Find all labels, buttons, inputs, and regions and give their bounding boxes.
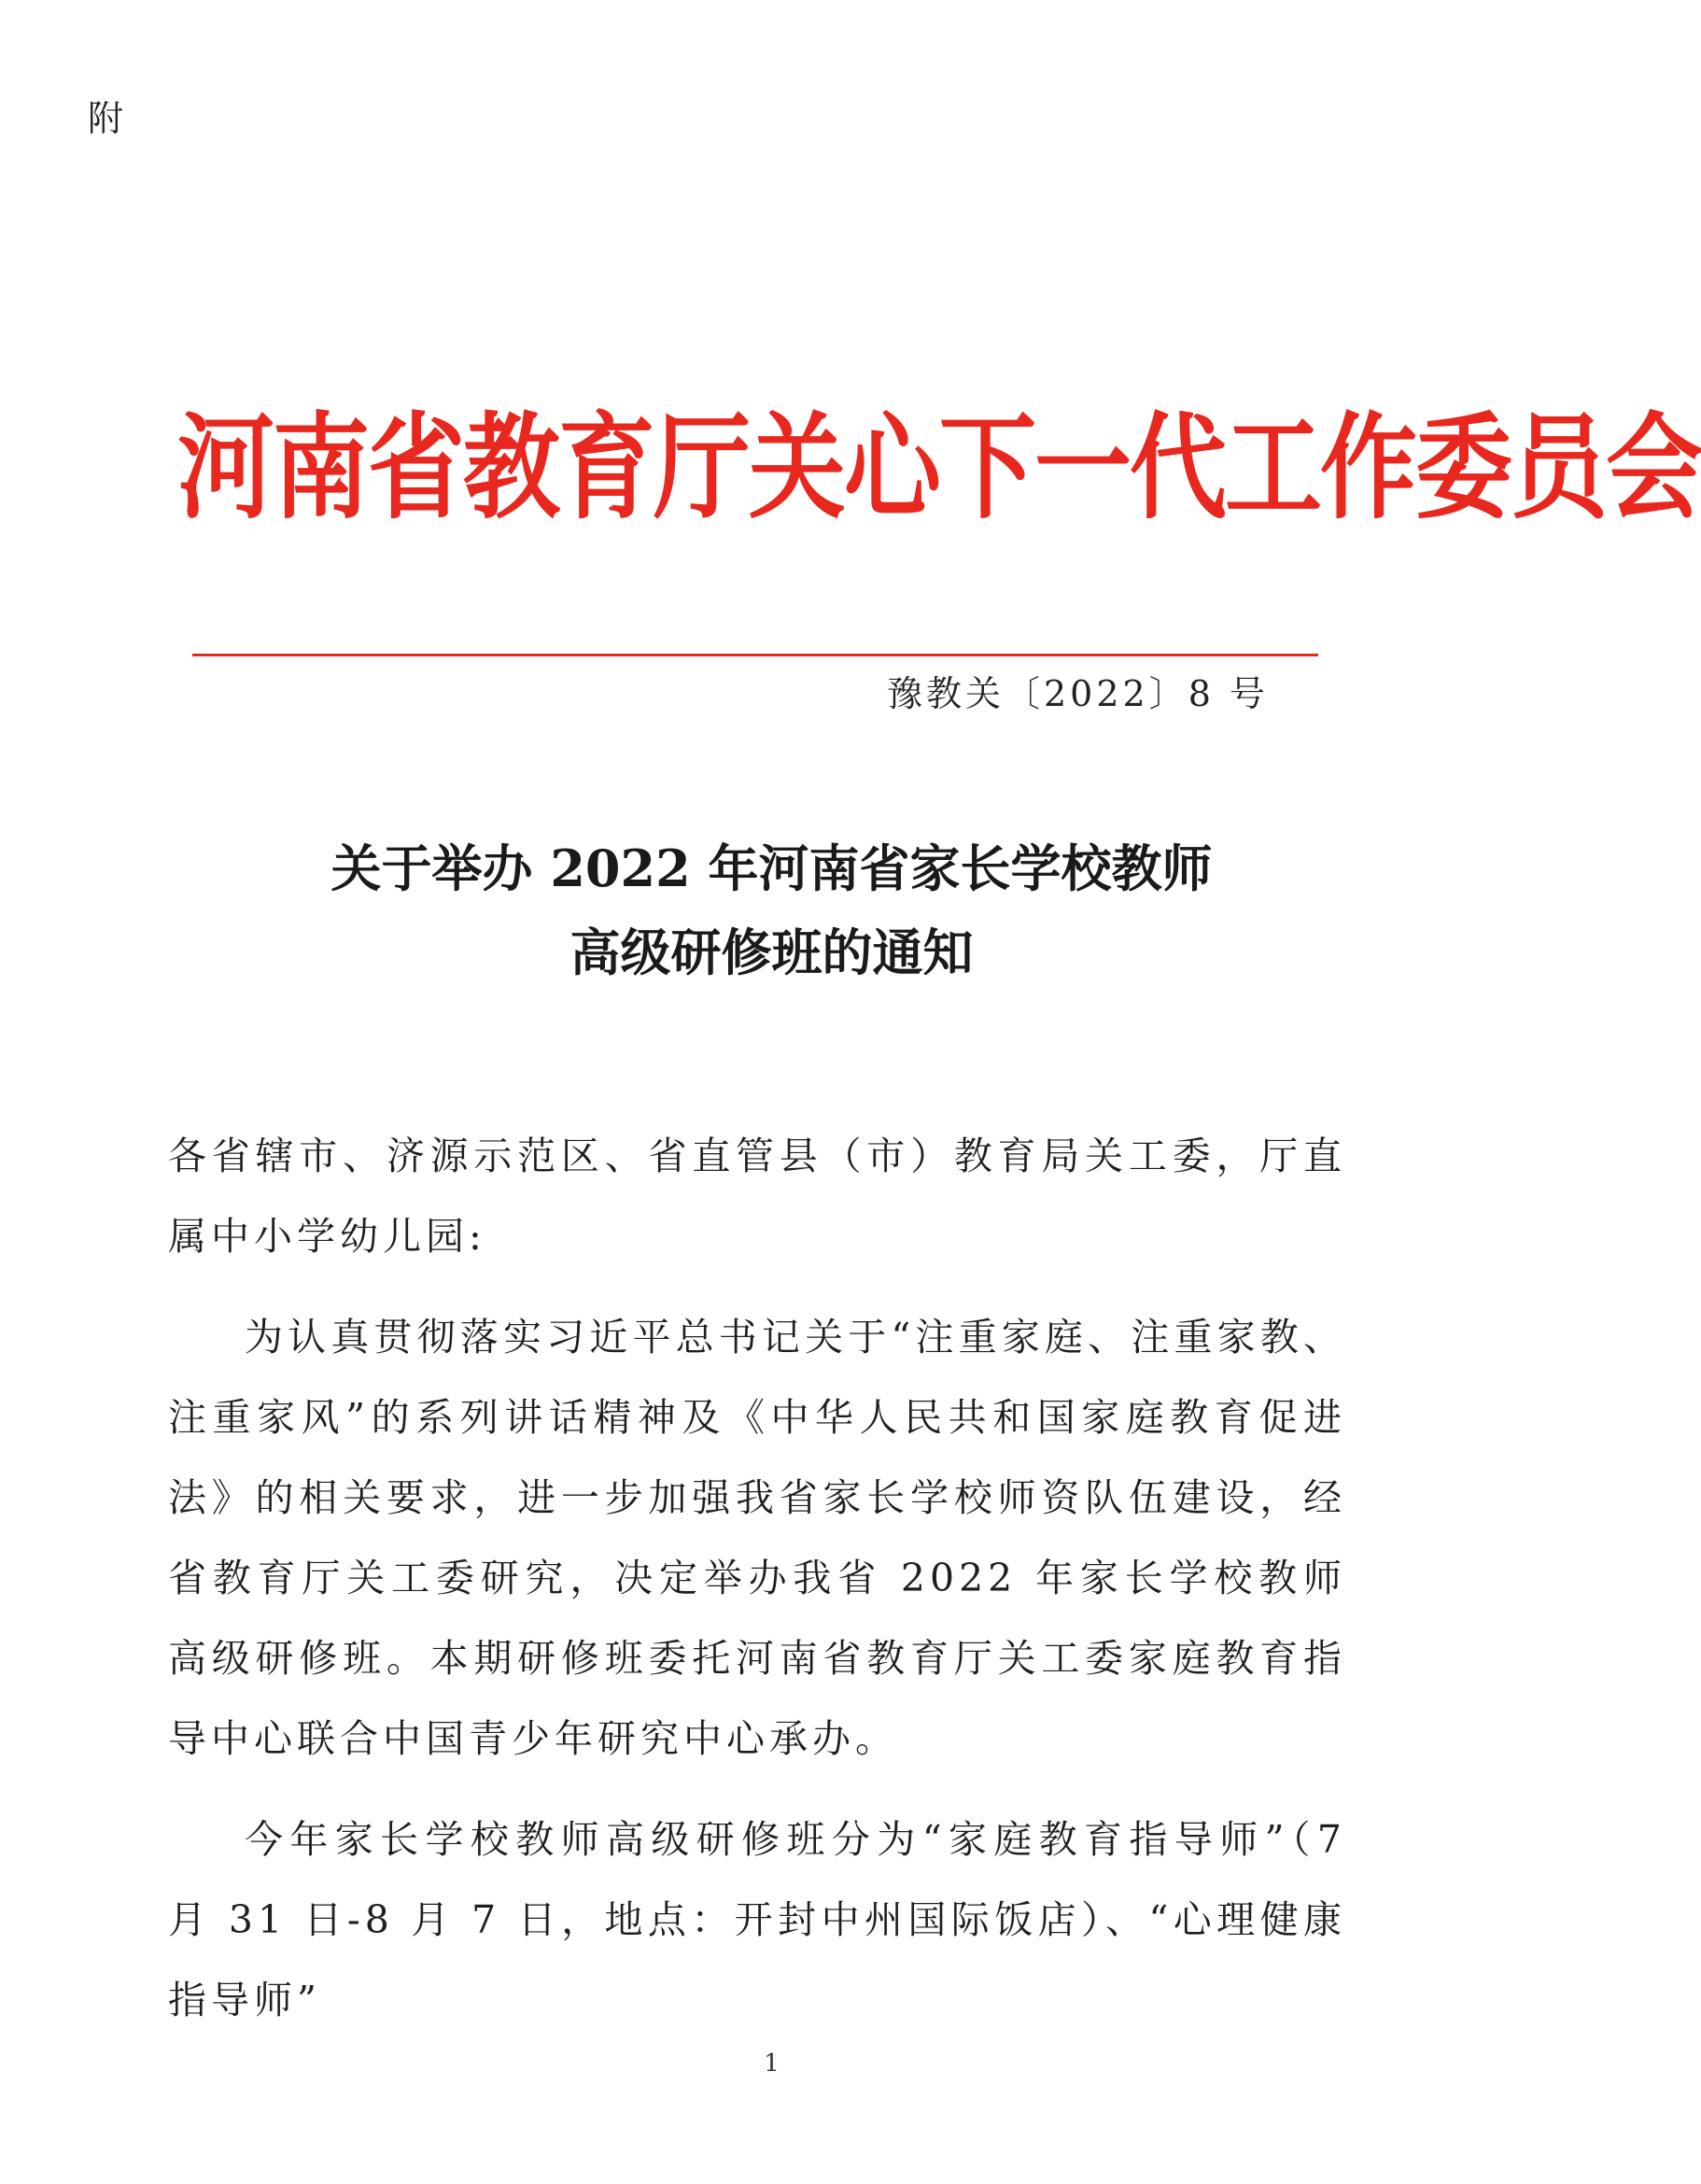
document-number: 豫教关〔2022〕8 号: [887, 673, 1269, 714]
document-title: [187, 826, 1357, 994]
document-body: [168, 1116, 1346, 2061]
body-paragraph-2: 今年家长学校教师高级研修班分为“家庭教育指导师”（7 月 31 日-8 月 7 日，地点：开封中州国际饭店）、“心理健康指导师”: [168, 1817, 1346, 2022]
corner-note: 附: [88, 98, 126, 139]
salutation: 各省辖市、济源示范区、省直管县（市）教育局关工委，厅直属中小学幼儿园:: [168, 1134, 1346, 1259]
letterhead-divider: [192, 654, 1318, 656]
body-paragraph-1: 为认真贯彻落实习近平总书记关于“注重家庭、注重家教、注重家风”的系列讲话精神及《中华人民共和国家庭教育促进法》的相关要求，进一步加强我省家长学校师资队伍建设，经省教育厅关工委研究，决定举办我省 2022 年家长学校教师高级研修班。本期研修班委托河南省教育厅关工委家庭教育指导中心联合中国青少年研究中心承办。: [168, 1315, 1346, 1761]
document-title-line-1: 关于举办 2022 年河南省家长学校教师: [330, 838, 1213, 898]
document-title-line-2: 高级研修班的通知: [569, 923, 974, 982]
letterhead-organization: 河南省教育厅关心下一代工作委员会: [177, 399, 1701, 535]
page-number: 1: [764, 2050, 780, 2078]
